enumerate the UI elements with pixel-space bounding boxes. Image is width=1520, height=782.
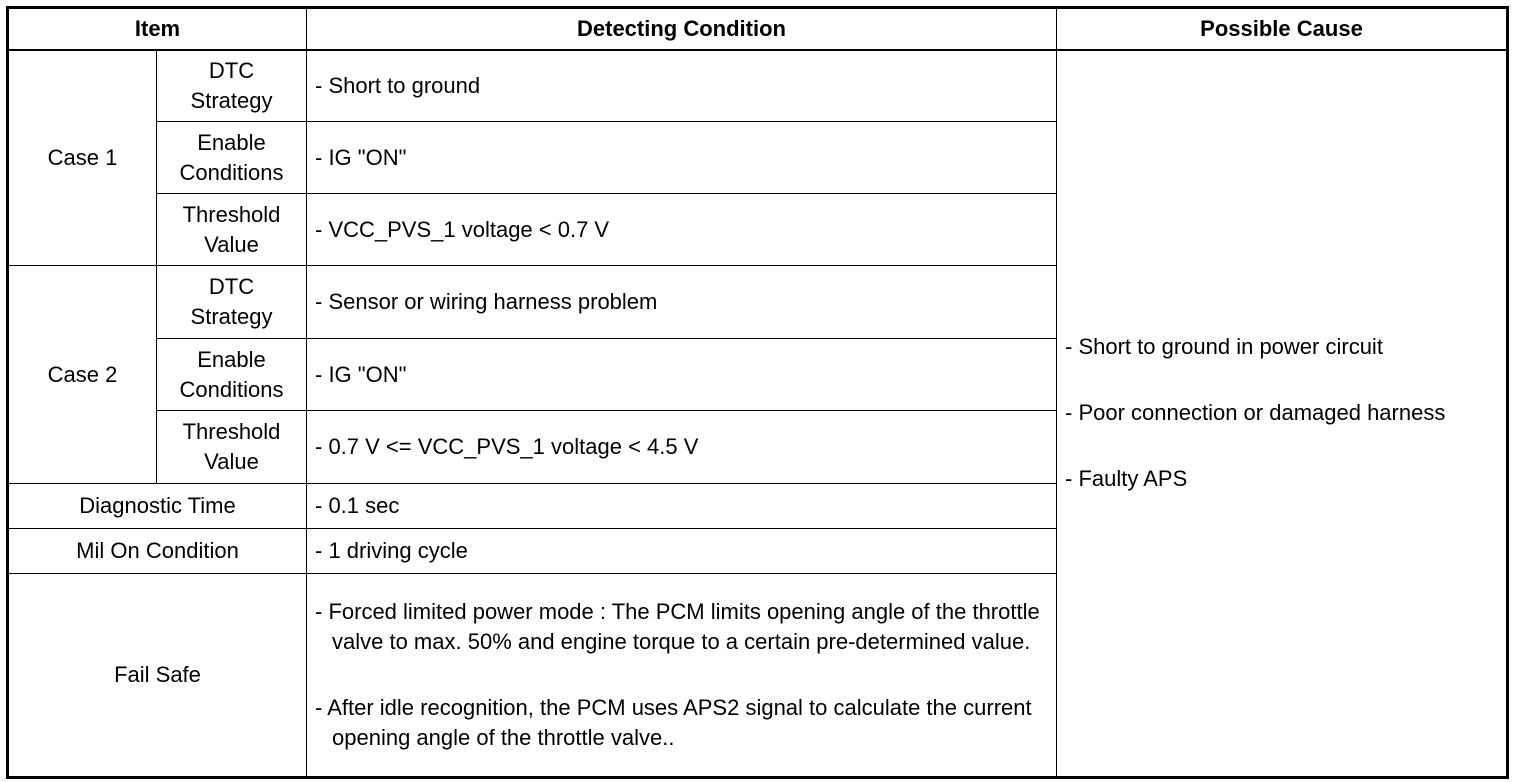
mil-on-label: Mil On Condition [8, 529, 307, 574]
diagnostic-time-value: - 0.1 sec [307, 484, 1057, 529]
dtc-spec-table [6, 6, 1509, 779]
case1-dtc-value: - Short to ground [307, 50, 1057, 122]
case1-enable-value: - IG "ON" [307, 122, 1057, 194]
header-detecting-condition: Detecting Condition [307, 8, 1057, 50]
case2-enable-label: Enable Conditions [157, 339, 307, 411]
case2-label: Case 2 [8, 266, 157, 484]
possible-cause-cell [1057, 50, 1508, 778]
case2-enable-value: - IG "ON" [307, 339, 1057, 411]
fail-safe-label: Fail Safe [8, 574, 307, 778]
case2-dtc-label: DTC Strategy [157, 266, 307, 339]
case1-enable-label: Enable Conditions [157, 122, 307, 194]
case1-threshold-value: - VCC_PVS_1 voltage < 0.7 V [307, 194, 1057, 266]
case1-dtc-label: DTC Strategy [157, 50, 307, 122]
case1-label: Case 1 [8, 50, 157, 266]
header-possible-cause: Possible Cause [1057, 8, 1508, 50]
header-item: Item [8, 8, 307, 50]
case2-dtc-value: - Sensor or wiring harness problem [307, 266, 1057, 339]
header-row [8, 8, 1508, 50]
fail-safe-value [307, 574, 1057, 778]
case1-dtc-row [8, 50, 1508, 122]
case2-threshold-value: - 0.7 V <= VCC_PVS_1 voltage < 4.5 V [307, 411, 1057, 484]
case1-threshold-label: Threshold Value [157, 194, 307, 266]
possible-cause-item: - Poor connection or damaged harness [1065, 400, 1446, 426]
fail-safe-item: - Forced limited power mode : The PCM limits opening angle of the throttle valve to max. 50% and engine torque to a certain pre-determined value. [315, 599, 1040, 654]
possible-cause-item: - Faulty APS [1065, 466, 1188, 492]
fail-safe-item: - After idle recognition, the PCM uses APS2 signal to calculate the current opening angle of the throttle valve.. [315, 695, 1032, 750]
case2-threshold-label: Threshold Value [157, 411, 307, 484]
mil-on-value: - 1 driving cycle [307, 529, 1057, 574]
possible-cause-item: - Short to ground in power circuit [1065, 334, 1383, 360]
diagnostic-time-label: Diagnostic Time [8, 484, 307, 529]
